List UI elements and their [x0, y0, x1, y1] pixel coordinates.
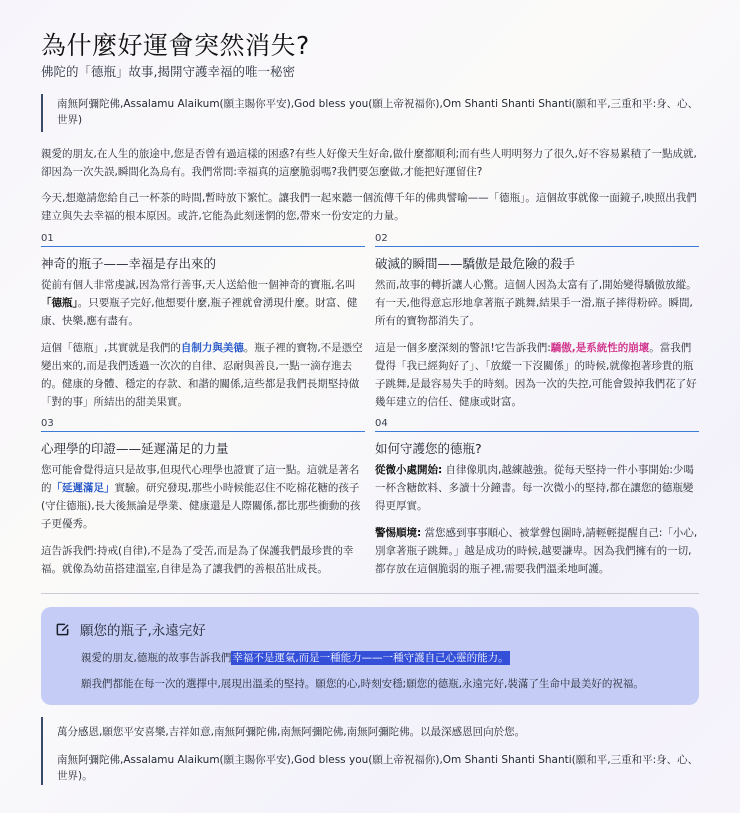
tip-label: 警惕順境: [375, 527, 422, 539]
highlight-term: 「德瓶」 [41, 297, 78, 309]
opening-blessing-text: 南無阿彌陀佛,Assalamu Alaikum(願主賜你平安),God bless you(願上帝祝福你),Om Shanti Shanti Shanti(願和平,三重和平:身、心、世界) [57, 98, 699, 126]
section-card-2 [375, 233, 699, 411]
section-card-1 [41, 233, 365, 411]
page-subtitle: 佛陀的「德瓶」故事,揭開守護幸福的唯一秘密 [41, 64, 295, 79]
section-paragraph: 這是一個多麼深刻的警訊!它告訴我們:驕傲,是系統性的崩壞。當我們覺得「我已經夠好了」、「放縱一下沒關係」的時候,就像抱著珍貴的瓶子跳舞,是最容易失手的時刻。因為一次的失控,可能會毀掉我們花了好幾年建立的信任、健康或財富。 [375, 342, 697, 408]
section-title: 心理學的印證——延遲滿足的力量 [41, 441, 229, 456]
intro-paragraph-1: 親愛的朋友,在人生的旅途中,您是否曾有過這樣的困惑?有些人好像天生好命,做什麼都順利;而有些人明明努力了很久,好不容易累積了一點成就,卻因為一次失誤,瞬間化為烏有。我們常問:幸福真的這麼脆弱嗎?我們要怎麼做,才能把好運留住? [41, 148, 697, 178]
callout-title: 願您的瓶子,永遠完好 [80, 623, 206, 639]
section-number: 02 [375, 233, 699, 247]
highlighted-text: 幸福不是運氣,而是一種能力——一種守護自己心靈的能力。 [232, 652, 509, 664]
section-paragraph: 這個「德瓶」,其實就是我們的自制力與美德。瓶子裡的寶物,不是憑空變出來的,而是我們透過一次次的自律、忍耐與善良,一點一滴存進去的。健康的身體、穩定的存款、和諧的關係,這些都是我們長期堅持做「對的事」所結出的甜美果實。 [41, 342, 363, 408]
section-title: 破滅的瞬間——驕傲是最危險的殺手 [375, 256, 576, 271]
section-paragraph: 這告訴我們:持戒(自律),不是為了受苦,而是為了保護我們最珍貴的幸福。就像為幼苗搭建溫室,自律是為了讓我們的善根茁壯成長。 [41, 545, 354, 575]
note-edit-icon [55, 622, 70, 637]
highlight-term: 自制力與美德 [180, 342, 244, 354]
section-number: 01 [41, 233, 365, 247]
section-paragraph: 從前有個人非常虔誠,因為常行善事,天人送給他一個神奇的寶瓶,名叫「德瓶」。只要瓶子完好,他想要什麼,瓶子裡就會湧現什麼。財富、健康、快樂,應有盡有。 [41, 279, 358, 327]
highlight-term: 「延遲滿足」 [51, 482, 115, 494]
closing-blessing [41, 717, 699, 785]
closing-callout [41, 607, 699, 705]
intro-paragraph-2: 今天,想邀請您給自己一杯茶的時間,暫時放下繁忙。讓我們一起來聽一個流傳千年的佛典譬喻——「德瓶」。這個故事就像一面鏡子,映照出我們建立與失去幸福的根本原因。或許,它能為此刻迷惘的您,帶來一份安定的力量。 [41, 192, 697, 222]
section-title: 如何守護您的德瓶? [375, 441, 482, 456]
section-title: 神奇的瓶子——幸福是存出來的 [41, 256, 217, 271]
section-number: 04 [375, 418, 699, 432]
tip-label: 從微小處開始: [375, 464, 443, 476]
callout-paragraph-2: 願我們都能在每一次的選擇中,展現出溫柔的堅持。願您的心,時刻安穩;願您的德瓶,永遠完好,裝滿了生命中最美好的祝福。 [81, 678, 644, 690]
section-number: 03 [41, 418, 365, 432]
callout-paragraph-1: 親愛的朋友,德瓶的故事告訴我們幸福不是運氣,而是一種能力——一種守護自己心靈的能力。 [81, 652, 509, 664]
section-paragraph: 從微小處開始: 自律像肌肉,越練越強。從每天堅持一件小事開始:少喝一杯含糖飲料、多讀十分鐘書。每一次微小的堅持,都在讓您的德瓶變得更厚實。 [375, 464, 694, 512]
section-card-4 [375, 418, 699, 578]
divider [41, 593, 699, 594]
closing-blessing-text-1: 萬分感恩,願您平安喜樂,吉祥如意,南無阿彌陀佛,南無阿彌陀佛,南無阿彌陀佛。以最深感恩回向於您。 [57, 726, 526, 738]
closing-blessing-text-2: 南無阿彌陀佛,Assalamu Alaikum(願主賜你平安),God bless you(願上帝祝福你),Om Shanti Shanti Shanti(願和平,三重和平:身、心、世界)。 [57, 753, 699, 782]
highlight-term: 驕傲,是系統性的崩壞 [550, 342, 650, 354]
opening-blessing [41, 94, 699, 132]
section-card-3 [41, 418, 365, 578]
section-paragraph: 然而,故事的轉折讓人心驚。這個人因為太富有了,開始變得驕傲放縱。有一天,他得意忘形地拿著瓶子跳舞,結果手一滑,瓶子摔得粉碎。瞬間,所有的寶物都消失了。 [375, 279, 697, 327]
section-paragraph: 警惕順境: 當您感到事事順心、被掌聲包圍時,請輕輕提醒自己:「小心,別拿著瓶子跳舞。」越是成功的時候,越要謙卑。因為我們擁有的一切,都存放在這個脆弱的瓶子裡,需要我們溫柔地呵護。 [375, 527, 698, 575]
page-title: 為什麼好運會突然消失? [41, 31, 310, 60]
section-paragraph: 您可能會覺得這只是故事,但現代心理學也證實了這一點。這就是著名的「延遲滿足」實驗。研究發現,那些小時候能忍住不吃棉花糖的孩子(守住德瓶),長大後無論是學業、健康還是人際關係,都比那些衝動的孩子更優秀。 [41, 464, 361, 530]
